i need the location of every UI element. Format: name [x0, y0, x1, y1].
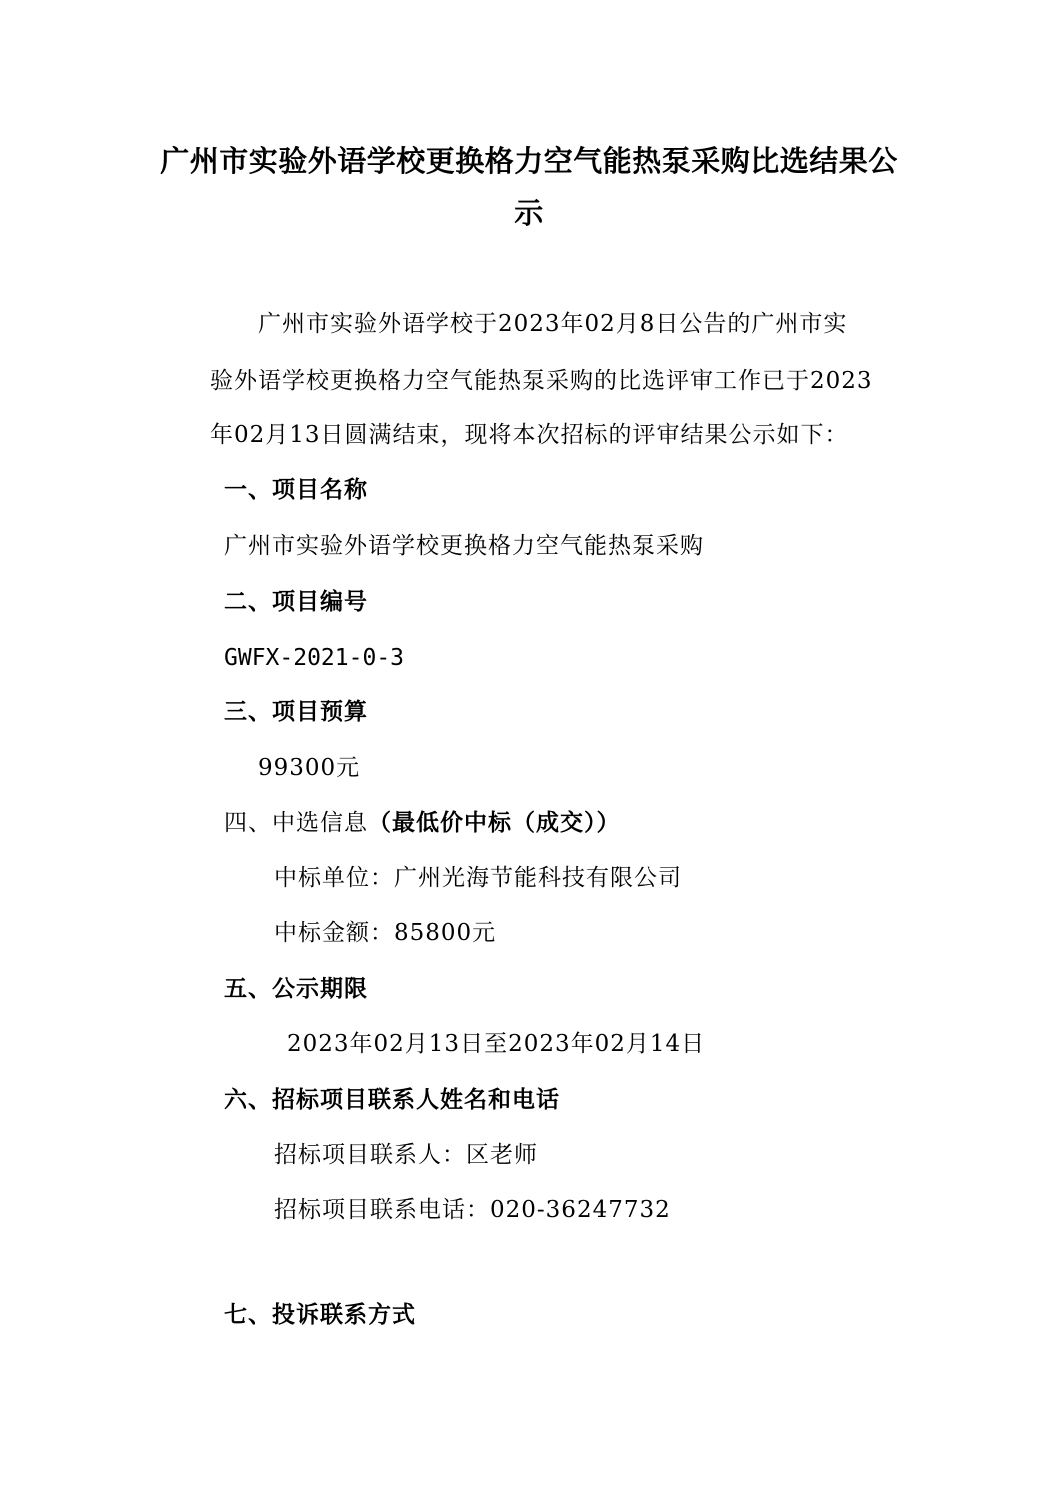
intro-paragraph-line-1: 广州市实验外语学校于2023年02月8日公告的广州市实 — [258, 311, 848, 337]
section-4-heading-suffix: （最低价中标（成交）） — [368, 810, 621, 836]
contact-phone: 招标项目联系电话：020-36247732 — [274, 1197, 671, 1223]
section-6-heading: 六、招标项目联系人姓名和电话 — [224, 1087, 560, 1113]
section-1-heading: 一、项目名称 — [224, 477, 368, 503]
project-name-value: 广州市实验外语学校更换格力空气能热泵采购 — [224, 533, 704, 559]
winning-bidder: 中标单位：广州光海节能科技有限公司 — [274, 865, 682, 891]
project-number-value: GWFX-2021-0-3 — [224, 645, 405, 671]
document-title-line-2: 示 — [514, 196, 544, 230]
announcement-period-value: 2023年02月13日至2023年02月14日 — [287, 1031, 706, 1057]
contact-person: 招标项目联系人：区老师 — [274, 1142, 538, 1168]
section-4-heading-prefix: 四、中选信息 — [224, 810, 368, 836]
intro-paragraph-line-3: 年02月13日圆满结束，现将本次招标的评审结果公示如下： — [210, 422, 849, 448]
section-5-heading: 五、公示期限 — [224, 976, 368, 1002]
section-3-heading: 三、项目预算 — [224, 699, 368, 725]
section-4-heading — [224, 806, 621, 840]
document-title-line-1: 广州市实验外语学校更换格力空气能热泵采购比选结果公 — [160, 144, 898, 178]
project-budget-value: 99300元 — [258, 755, 361, 781]
winning-amount: 中标金额：85800元 — [274, 920, 497, 946]
section-2-heading: 二、项目编号 — [224, 589, 368, 615]
section-7-heading: 七、投诉联系方式 — [224, 1302, 416, 1328]
intro-paragraph-line-2: 验外语学校更换格力空气能热泵采购的比选评审工作已于2023 — [210, 368, 873, 394]
